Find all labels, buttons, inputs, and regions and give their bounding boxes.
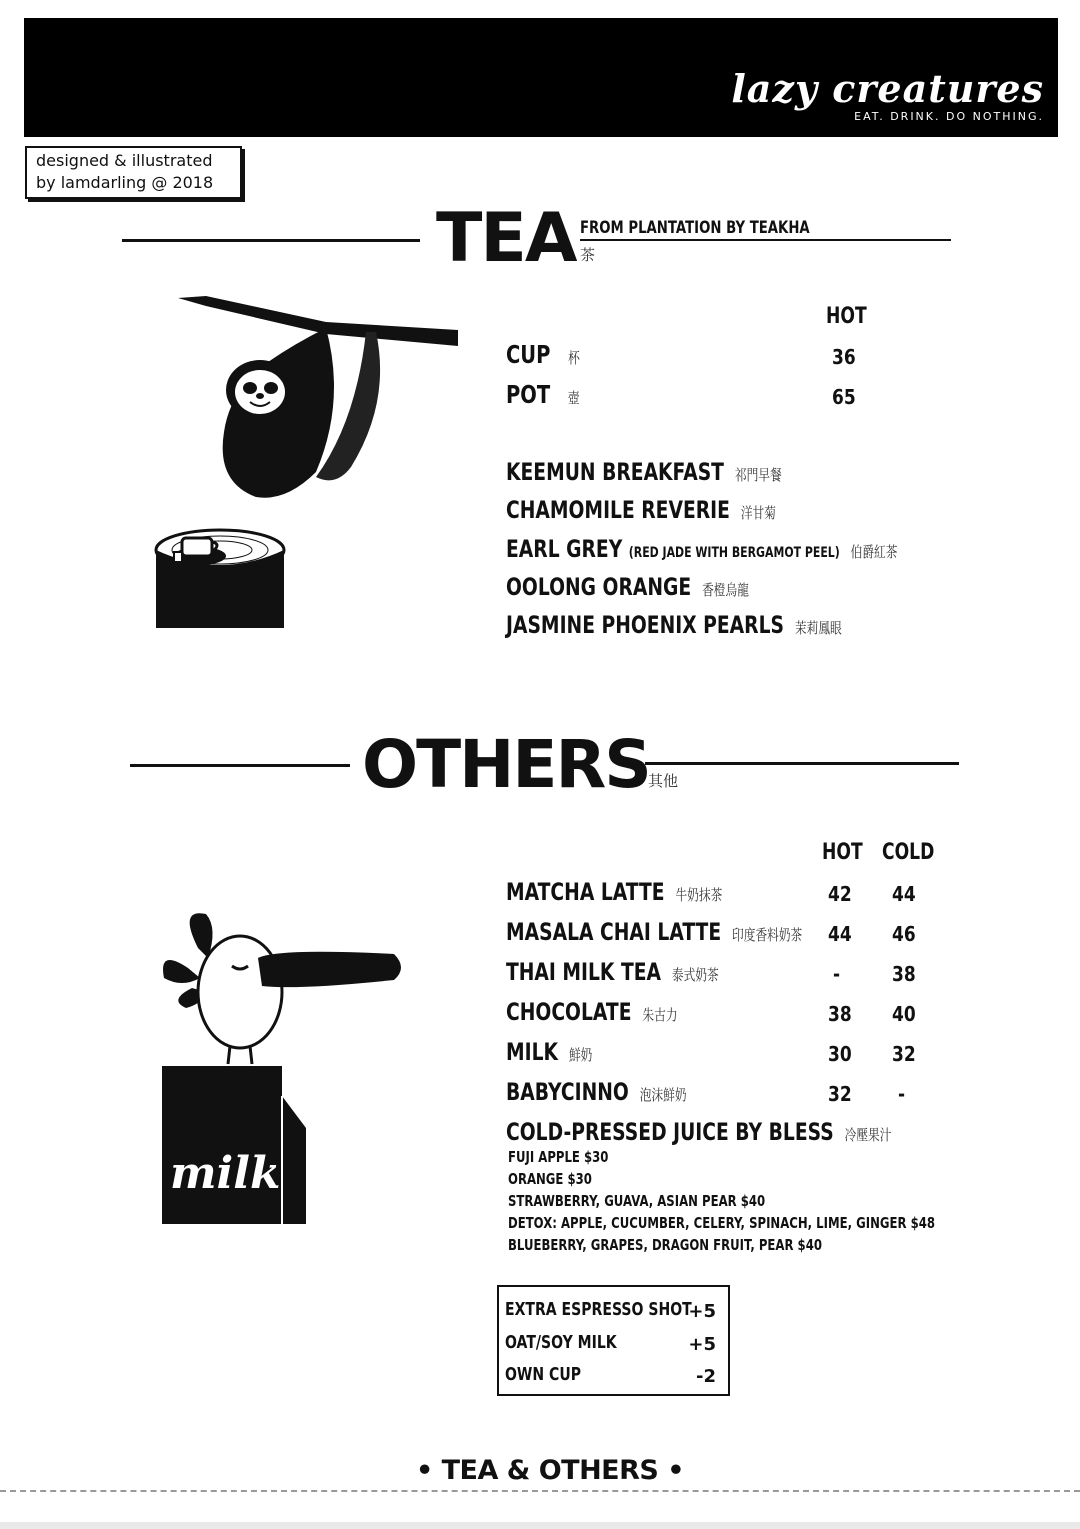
others-item-zh: 泰式奶茶 bbox=[671, 966, 719, 984]
tea-source: FROM PLANTATION BY TEAKHA bbox=[580, 218, 810, 238]
others-rule-left bbox=[130, 764, 350, 767]
chocolate-hot-price: 38 bbox=[828, 1002, 852, 1026]
tea-item-zh: 洋甘菊 bbox=[740, 504, 776, 522]
masala-hot-price: 44 bbox=[828, 922, 852, 946]
others-col-cold: COLD bbox=[882, 840, 935, 865]
masala-cold-price: 46 bbox=[892, 922, 916, 946]
tea-size-cup bbox=[506, 340, 580, 369]
brand-tagline: EAT. DRINK. DO NOTHING. bbox=[854, 110, 1044, 123]
chocolate-cold-price: 40 bbox=[892, 1002, 916, 1026]
brand-logo bbox=[731, 66, 1044, 123]
others-item-name: THAI MILK TEA bbox=[506, 958, 662, 986]
others-item-name: MASALA CHAI LATTE bbox=[506, 918, 722, 946]
others-item-name: MATCHA LATTE bbox=[506, 878, 665, 906]
milk-hot-price: 30 bbox=[828, 1042, 852, 1066]
others-item-chocolate bbox=[506, 998, 678, 1026]
extras-box bbox=[497, 1285, 730, 1396]
others-item-zh: 泡沫鮮奶 bbox=[639, 1086, 687, 1104]
bird-milk-illustration bbox=[158, 908, 404, 1228]
tea-cup-price: 36 bbox=[832, 345, 856, 369]
tea-item-jasmine bbox=[506, 611, 842, 639]
thai-cold-price: 38 bbox=[892, 962, 916, 986]
others-item-name: MILK bbox=[506, 1038, 559, 1066]
header-bar bbox=[24, 18, 1058, 137]
tea-item-note: (RED JADE WITH BERGAMOT PEEL) bbox=[628, 545, 840, 561]
others-rule-right bbox=[645, 762, 959, 765]
thai-hot-price: - bbox=[833, 962, 841, 986]
others-section-title: OTHERS bbox=[362, 726, 650, 803]
extra-oat-soy-price: +5 bbox=[688, 1334, 716, 1355]
tea-item-name: KEEMUN BREAKFAST bbox=[506, 458, 724, 486]
others-item-babycinno bbox=[506, 1078, 687, 1106]
others-col-hot: HOT bbox=[822, 840, 863, 865]
matcha-cold-price: 44 bbox=[892, 882, 916, 906]
tea-size-pot bbox=[506, 380, 580, 409]
others-item-name: CHOCOLATE bbox=[506, 998, 632, 1026]
tea-item-earl-grey bbox=[506, 535, 897, 563]
tea-rule-right bbox=[580, 239, 951, 241]
credit-line-1: designed & illustrated bbox=[36, 151, 213, 170]
babycinno-hot-price: 32 bbox=[828, 1082, 852, 1106]
tea-item-keemun bbox=[506, 458, 782, 486]
bottom-strip bbox=[0, 1522, 1080, 1529]
juice-option: STRAWBERRY, GUAVA, ASIAN PEAR $40 bbox=[508, 1192, 766, 1210]
tea-item-zh: 茉莉鳳眼 bbox=[794, 619, 842, 637]
others-item-thai bbox=[506, 958, 719, 986]
juice-option: ORANGE $30 bbox=[508, 1170, 592, 1188]
tea-item-zh: 伯爵紅茶 bbox=[850, 543, 898, 561]
babycinno-cold-price: - bbox=[898, 1082, 906, 1106]
others-item-zh: 牛奶抹茶 bbox=[675, 886, 723, 904]
tea-size-pot-zh: 壺 bbox=[567, 389, 580, 407]
tea-title-zh: 茶 bbox=[580, 246, 596, 264]
juice-zh: 冷壓果汁 bbox=[844, 1126, 892, 1144]
tea-pot-price: 65 bbox=[832, 385, 856, 409]
tea-size-cup-zh: 杯 bbox=[568, 349, 580, 367]
tea-item-name: OOLONG ORANGE bbox=[506, 573, 692, 601]
credit-line-2: by lamdarling @ 2018 bbox=[36, 173, 214, 192]
others-item-name: BABYCINNO bbox=[506, 1078, 629, 1106]
tea-size-pot-label: POT bbox=[506, 380, 551, 409]
juice-option: DETOX: APPLE, CUCUMBER, CELERY, SPINACH, LIME, GINGER $48 bbox=[508, 1214, 935, 1232]
coffee-stump-illustration bbox=[154, 528, 288, 632]
extra-oat-soy-label: OAT/SOY MILK bbox=[505, 1332, 617, 1353]
others-item-juice bbox=[506, 1118, 891, 1146]
tea-rule-left bbox=[122, 239, 420, 242]
brand-name: lazy creatures bbox=[731, 66, 1044, 111]
tea-item-name: CHAMOMILE REVERIE bbox=[506, 496, 730, 524]
others-item-zh: 鮮奶 bbox=[568, 1046, 593, 1064]
extra-espresso-label: EXTRA ESPRESSO SHOT bbox=[505, 1299, 692, 1320]
extra-own-cup-price: -2 bbox=[696, 1366, 716, 1387]
tea-item-zh: 祁門早餐 bbox=[734, 466, 782, 484]
tea-item-zh: 香橙烏龍 bbox=[702, 581, 749, 599]
tea-item-name: EARL GREY bbox=[506, 535, 623, 563]
matcha-hot-price: 42 bbox=[828, 882, 852, 906]
extra-espresso-price: +5 bbox=[688, 1301, 716, 1322]
tea-item-oolong bbox=[506, 573, 749, 601]
milk-cold-price: 32 bbox=[892, 1042, 916, 1066]
juice-option: FUJI APPLE $30 bbox=[508, 1148, 609, 1166]
tea-section-title: TEA bbox=[436, 199, 576, 278]
sloth-illustration bbox=[176, 292, 462, 504]
others-item-masala bbox=[506, 918, 802, 946]
tea-item-chamomile bbox=[506, 496, 776, 524]
others-item-zh: 朱古力 bbox=[642, 1006, 678, 1024]
milk-box-label: milk bbox=[170, 1148, 281, 1199]
others-title-zh: 其他 bbox=[648, 772, 679, 790]
others-item-matcha bbox=[506, 878, 722, 906]
tea-subtitle bbox=[580, 218, 874, 264]
footer-divider bbox=[0, 1490, 1080, 1492]
footer-title: • TEA & OTHERS • bbox=[415, 1455, 685, 1486]
extra-own-cup-label: OWN CUP bbox=[505, 1364, 582, 1385]
juice-option: BLUEBERRY, GRAPES, DRAGON FRUIT, PEAR $40 bbox=[508, 1236, 822, 1254]
tea-col-hot: HOT bbox=[826, 304, 867, 329]
others-item-milk bbox=[506, 1038, 592, 1066]
tea-size-cup-label: CUP bbox=[506, 340, 551, 369]
tea-item-name: JASMINE PHOENIX PEARLS bbox=[506, 611, 784, 639]
juice-name: COLD-PRESSED JUICE BY BLESS bbox=[506, 1118, 834, 1146]
credit-box bbox=[25, 146, 242, 199]
others-item-zh: 印度香料奶茶 bbox=[732, 926, 803, 944]
